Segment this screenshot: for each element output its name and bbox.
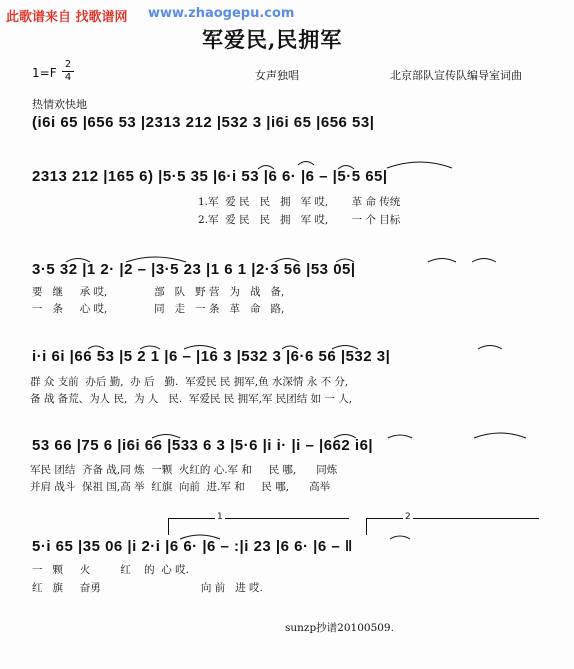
score-row-5: 53 66 |75 6 |i6i 66 |533 6 3 |5·6 |i i· |i – |662 i6| [32,437,374,454]
score-row-3: 3·5 32 |1 2· |2 – |3·5 23 |1 6 1 |2·3 56 |53 05| [32,261,356,278]
score-row-4: i·i 6i |66 53 |5 2 1 |6 – |16 3 |532 3 |6·6 56 |532 3| [32,348,391,365]
slur [332,346,358,350]
slur [126,257,186,262]
lyrics-row-4-verse-1: 群 众 支前 办后 勤, 办 后 勤. 军爱民 民 拥军,鱼 水深情 永 不 分, [30,376,349,388]
lyrics-row-5-verse-2: 并肩 战斗 保祖 国,高 举 红旗 向前 进.军 和 民 哪, 高举 [30,481,331,493]
lyrics-row-3-verse-2: 一 条 心 哎, 同 走 一 条 革 命 路, [32,303,285,315]
slur [388,435,412,438]
slur [336,259,354,262]
volta-first-label: 1 [217,512,223,522]
slur [390,536,410,539]
transcriber-note: sunzp抄谱20100509. [285,622,394,634]
slur [275,259,299,263]
score-row-1: (i6i 65 |656 53 |2313 212 |532 3 |i6i 65 |656 53| [32,114,375,131]
lyrics-row-2-verse-1: 1.军 爱 民 民 拥 军 哎, 革 命 传统 [198,196,401,208]
song-title: 军爱民,民拥军 [202,27,343,52]
lyrics-row-5-verse-1: 军民 团结 齐备 战,同 炼 一颗 火红的 心.军 和 民 哪, 同炼 [30,464,338,476]
slur [184,346,216,350]
lyrics-row-3-verse-1: 要 继 承 哎, 部 队 野 营 为 战 备, [32,286,285,298]
slur [472,259,496,263]
slur [282,346,298,349]
watermark-url: www.zhaogepu.com [148,6,295,21]
slur [428,259,456,263]
lyrics-row-6-verse-1: 一 颗 火 红 的 心 哎. [32,564,189,576]
slur [152,435,180,439]
tempo-marking: 热情欢快地 [32,98,87,111]
slur [334,435,356,439]
slur [387,162,452,168]
lyrics-row-4-verse-2: 备 战 备荒、为人 民, 为 人 民. 军爱民 民 拥军,军 民团结 如 一 人, [30,393,353,405]
score-row-2: 2313 212 |165 6) |5·5 35 |6·i 53 |6 6· |6 – |5·5 65| [32,168,388,185]
score-row-6: 5·i 65 |35 06 |i 2·i |6 6· |6 – :|i 23 |6 6· |6 – ‖ [32,538,353,555]
slur [478,346,502,350]
credit: 北京部队宣传队编导室词曲 [390,69,522,82]
volta-second-label: 2 [405,512,411,522]
lyrics-row-6-verse-2: 红 旗 奋勇 向 前 进 哎. [32,582,263,594]
key-signature: 1=F [32,66,57,80]
slur [338,166,354,170]
slur [298,162,314,166]
slur [66,259,90,263]
slur [258,166,274,170]
time-signature-top: 2 [64,59,72,70]
slur [474,433,526,438]
lyrics-row-2-verse-2: 2.军 爱 民 民 拥 军 哎, 一 个 目标 [198,214,401,226]
watermark-site-name: 此歌谱来自 找歌谱网 [6,10,128,25]
time-signature-bottom: 4 [64,72,72,83]
slur [180,535,220,539]
slur [88,346,104,349]
slur [140,346,160,349]
performer: 女声独唱 [255,69,299,82]
